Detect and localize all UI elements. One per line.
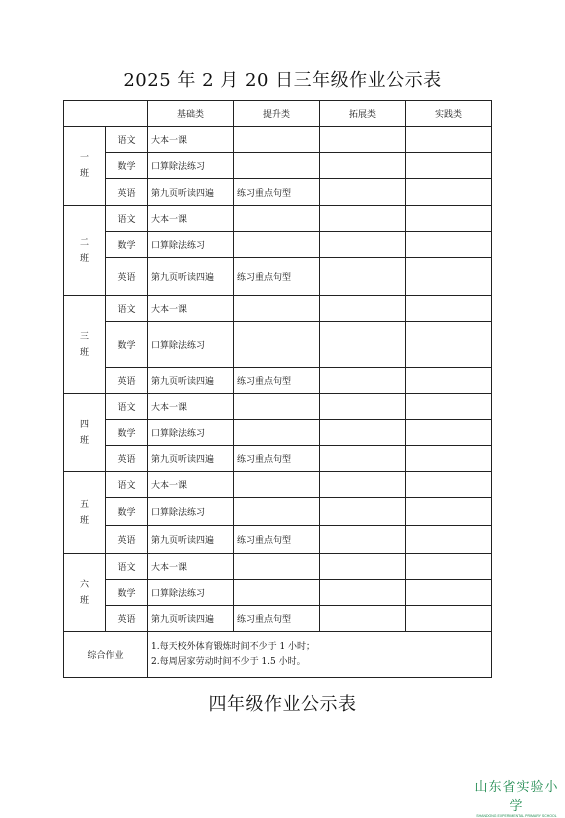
extend-homework-cell xyxy=(320,420,406,446)
extend-homework-cell xyxy=(320,232,406,258)
practice-homework-cell xyxy=(406,296,492,322)
table-row xyxy=(64,368,492,394)
practice-homework-cell xyxy=(406,580,492,606)
improve-homework-cell: 练习重点句型 xyxy=(234,526,320,554)
extend-homework-cell xyxy=(320,258,406,296)
practice-homework-cell xyxy=(406,446,492,472)
subject-cell: 语文 xyxy=(106,206,148,232)
subject-cell: 语文 xyxy=(106,554,148,580)
table-row xyxy=(64,153,492,179)
column-header: 基础类 xyxy=(148,101,234,127)
improve-homework-cell xyxy=(234,322,320,368)
basic-homework-cell: 第九页听读四遍 xyxy=(148,368,234,394)
general-label: 综合作业 xyxy=(64,632,148,678)
extend-homework-cell xyxy=(320,127,406,153)
class-name-cell xyxy=(64,554,106,632)
header-corner xyxy=(64,101,148,127)
extend-homework-cell xyxy=(320,498,406,526)
column-header: 实践类 xyxy=(406,101,492,127)
basic-homework-cell: 第九页听读四遍 xyxy=(148,179,234,206)
improve-homework-cell: 练习重点句型 xyxy=(234,606,320,632)
basic-homework-cell: 口算除法练习 xyxy=(148,232,234,258)
subject-cell: 语文 xyxy=(106,127,148,153)
class-name-char: 三 xyxy=(79,331,89,342)
basic-homework-cell: 口算除法练习 xyxy=(148,420,234,446)
basic-homework-cell: 第九页听读四遍 xyxy=(148,258,234,296)
improve-homework-cell: 练习重点句型 xyxy=(234,258,320,296)
general-notes xyxy=(148,632,492,678)
page-title: 2025 年 2 月 20 日三年级作业公示表 xyxy=(123,70,442,91)
improve-homework-cell: 练习重点句型 xyxy=(234,179,320,206)
class-name-char: 班 xyxy=(79,435,89,446)
practice-homework-cell xyxy=(406,554,492,580)
improve-homework-cell: 练习重点句型 xyxy=(234,446,320,472)
class-name-char: 班 xyxy=(79,169,89,179)
improve-homework-cell xyxy=(234,206,320,232)
class-name-char: 二 xyxy=(79,237,89,248)
header-row xyxy=(64,101,492,127)
practice-homework-cell xyxy=(406,179,492,206)
table-row xyxy=(64,232,492,258)
improve-homework-cell xyxy=(234,580,320,606)
practice-homework-cell xyxy=(406,153,492,179)
practice-homework-cell xyxy=(406,232,492,258)
class-name-char: 五 xyxy=(79,499,89,510)
class-name-char: 一 xyxy=(79,153,89,163)
basic-homework-cell: 口算除法练习 xyxy=(148,580,234,606)
extend-homework-cell xyxy=(320,296,406,322)
basic-homework-cell: 大本一课 xyxy=(148,206,234,232)
class-name-char: 班 xyxy=(79,595,89,606)
improve-homework-cell xyxy=(234,394,320,420)
class-name-cell xyxy=(64,296,106,394)
subject-cell: 英语 xyxy=(106,179,148,206)
extend-homework-cell xyxy=(320,322,406,368)
subject-cell: 语文 xyxy=(106,394,148,420)
subject-cell: 语文 xyxy=(106,472,148,498)
subject-cell: 英语 xyxy=(106,526,148,554)
subject-cell: 语文 xyxy=(106,296,148,322)
subject-cell: 数学 xyxy=(106,322,148,368)
general-row xyxy=(64,632,492,678)
subject-cell: 数学 xyxy=(106,153,148,179)
school-logo-english: SHANDONG EXPERIMENTAL PRIMARY SCHOOL xyxy=(476,814,557,818)
section-title-grade4: 四年级作业公示表 xyxy=(208,694,357,715)
extend-homework-cell xyxy=(320,446,406,472)
basic-homework-cell: 第九页听读四遍 xyxy=(148,526,234,554)
basic-homework-cell: 大本一课 xyxy=(148,127,234,153)
practice-homework-cell xyxy=(406,368,492,394)
basic-homework-cell: 口算除法练习 xyxy=(148,498,234,526)
general-note: 2.每周居家劳动时间不少于 1.5 小时。 xyxy=(151,656,306,667)
subject-cell: 英语 xyxy=(106,606,148,632)
extend-homework-cell xyxy=(320,472,406,498)
extend-homework-cell xyxy=(320,179,406,206)
basic-homework-cell: 口算除法练习 xyxy=(148,153,234,179)
extend-homework-cell xyxy=(320,368,406,394)
table-row xyxy=(64,446,492,472)
practice-homework-cell xyxy=(406,472,492,498)
extend-homework-cell xyxy=(320,606,406,632)
table-row xyxy=(64,206,492,232)
table-row xyxy=(64,179,492,206)
subject-cell: 数学 xyxy=(106,232,148,258)
improve-homework-cell xyxy=(234,127,320,153)
extend-homework-cell xyxy=(320,526,406,554)
practice-homework-cell xyxy=(406,322,492,368)
practice-homework-cell xyxy=(406,206,492,232)
table-row xyxy=(64,127,492,153)
basic-homework-cell: 第九页听读四遍 xyxy=(148,606,234,632)
class-name-char: 四 xyxy=(79,419,89,430)
table-row xyxy=(64,258,492,296)
improve-homework-cell xyxy=(234,554,320,580)
extend-homework-cell xyxy=(320,153,406,179)
class-name-char: 六 xyxy=(79,579,89,590)
column-header: 提升类 xyxy=(234,101,320,127)
subject-cell: 数学 xyxy=(106,498,148,526)
subject-cell: 数学 xyxy=(106,420,148,446)
class-name-char: 班 xyxy=(79,253,89,264)
extend-homework-cell xyxy=(320,394,406,420)
table-row xyxy=(64,394,492,420)
practice-homework-cell xyxy=(406,526,492,554)
practice-homework-cell xyxy=(406,258,492,296)
extend-homework-cell xyxy=(320,580,406,606)
basic-homework-cell: 口算除法练习 xyxy=(148,322,234,368)
table-row xyxy=(64,580,492,606)
improve-homework-cell xyxy=(234,153,320,179)
practice-homework-cell xyxy=(406,420,492,446)
subject-cell: 英语 xyxy=(106,258,148,296)
class-name-cell xyxy=(64,206,106,296)
improve-homework-cell: 练习重点句型 xyxy=(234,368,320,394)
subject-cell: 数学 xyxy=(106,580,148,606)
improve-homework-cell xyxy=(234,472,320,498)
basic-homework-cell: 大本一课 xyxy=(148,554,234,580)
practice-homework-cell xyxy=(406,394,492,420)
subject-cell: 英语 xyxy=(106,446,148,472)
improve-homework-cell xyxy=(234,232,320,258)
table-row xyxy=(64,498,492,526)
basic-homework-cell: 大本一课 xyxy=(148,472,234,498)
homework-table xyxy=(63,100,492,678)
school-logo xyxy=(468,776,565,818)
school-logo-name: 山东省实验小学 xyxy=(474,780,559,814)
subject-cell: 英语 xyxy=(106,368,148,394)
extend-homework-cell xyxy=(320,206,406,232)
improve-homework-cell xyxy=(234,498,320,526)
class-name-cell xyxy=(64,394,106,472)
class-name-cell xyxy=(64,127,106,206)
column-header: 拓展类 xyxy=(320,101,406,127)
improve-homework-cell xyxy=(234,296,320,322)
class-name-char: 班 xyxy=(79,347,89,358)
table-row xyxy=(64,296,492,322)
basic-homework-cell: 大本一课 xyxy=(148,296,234,322)
table-row xyxy=(64,322,492,368)
class-name-cell xyxy=(64,472,106,554)
class-name-char: 班 xyxy=(79,515,89,526)
table-row xyxy=(64,420,492,446)
table-row xyxy=(64,606,492,632)
basic-homework-cell: 第九页听读四遍 xyxy=(148,446,234,472)
table-row xyxy=(64,554,492,580)
basic-homework-cell: 大本一课 xyxy=(148,394,234,420)
table-row xyxy=(64,472,492,498)
extend-homework-cell xyxy=(320,554,406,580)
practice-homework-cell xyxy=(406,606,492,632)
general-note: 1.每天校外体育锻炼时间不少于 1 小时； xyxy=(151,641,316,652)
table-row xyxy=(64,526,492,554)
practice-homework-cell xyxy=(406,127,492,153)
improve-homework-cell xyxy=(234,420,320,446)
practice-homework-cell xyxy=(406,498,492,526)
